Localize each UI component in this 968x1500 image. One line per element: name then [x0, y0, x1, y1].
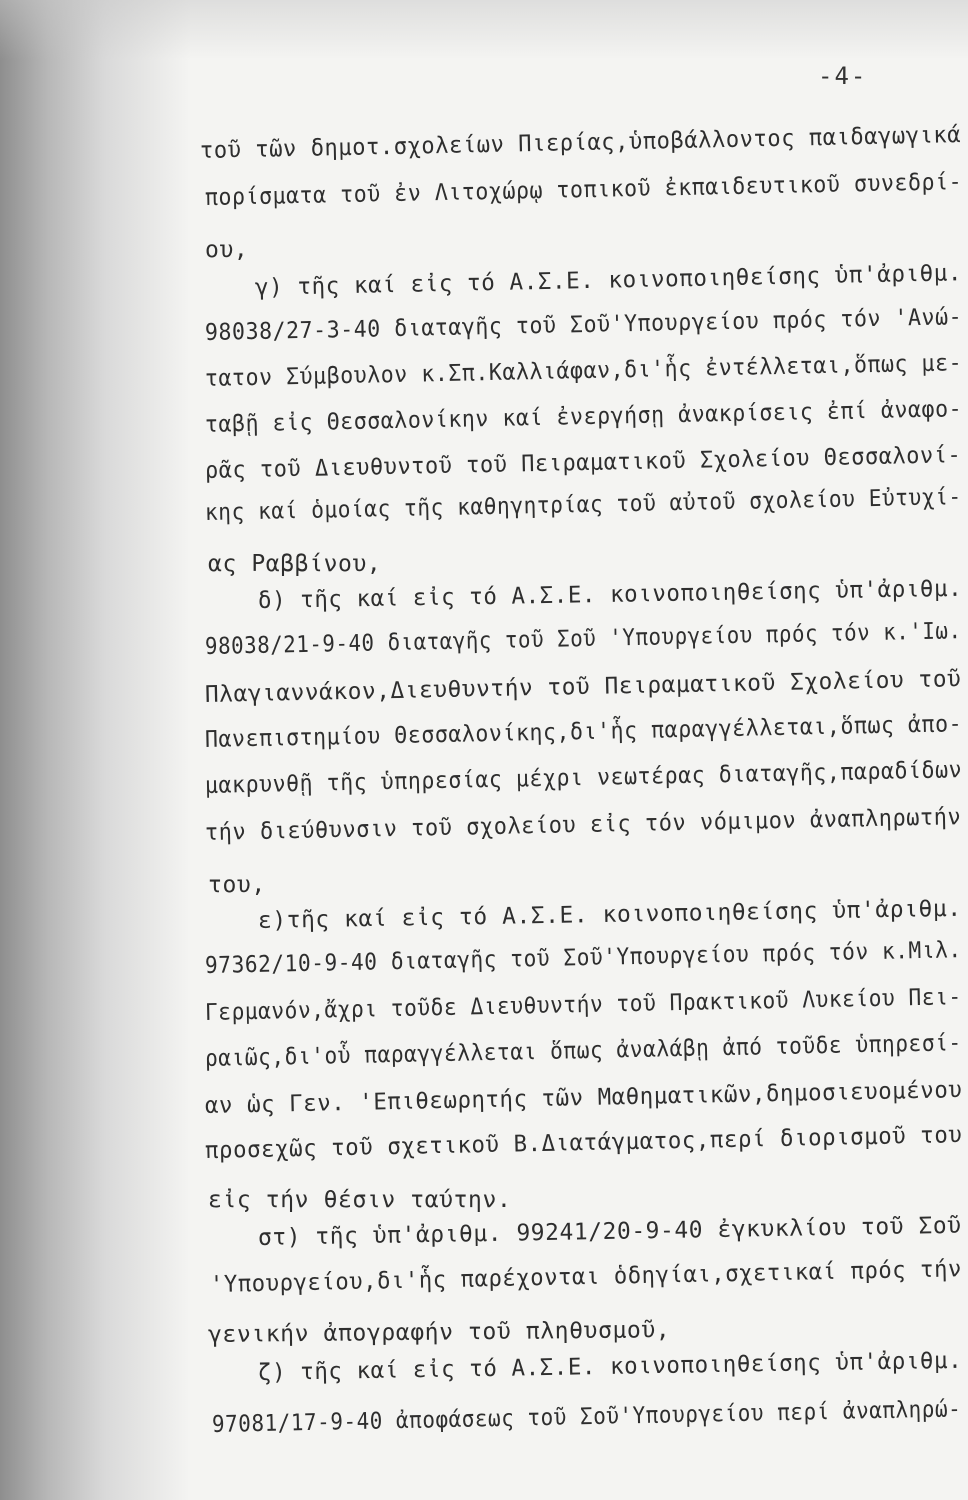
text-line: αν ὡς Γεν. 'Επιθεωρητής τῶν Μαθηματικῶν,δημοσιευομένου: [204, 1077, 963, 1119]
text-line: τοῦ τῶν δημοτ.σχολείων Πιερίας,ὑποβάλλοντος παιδαγωγικά: [199, 122, 962, 164]
text-line: ου,: [205, 237, 249, 263]
text-line: ε)τῆς καί εἰς τό Α.Σ.Ε. κοινοποιηθείσης ὑπ'ἀριθμ.: [257, 895, 962, 934]
text-line: τήν διεύθυνσιν τοῦ σχολείου εἰς τόν νόμιμον ἀναπληρωτήν: [204, 804, 962, 846]
text-line: 97362/10-9-40 διαταγῆς τοῦ Σοῦ'Υπουργείου πρός τόν κ.Μιλ.: [204, 937, 962, 979]
text-line: ας Ραββίνου,: [208, 551, 382, 577]
text-line: ζ) τῆς καί εἰς τό Α.Σ.Ε. κοινοποιηθείσης ὑπ'ἀριθμ.: [257, 1347, 963, 1386]
text-line: 97081/17-9-40 ἀποφάσεως τοῦ Σοῦ'Υπουργείου περί ἀναπληρώ-: [211, 1396, 962, 1438]
text-line: Πλαγιαννάκον,Διευθυντήν τοῦ Πειραματικοῦ Σχολείου τοῦ: [204, 666, 962, 708]
text-line: τατον Σύμβουλον κ.Σπ.Καλλιάφαν,δι'ἧς ἐντέλλεται,ὅπως με-: [204, 350, 963, 392]
text-line: δ) τῆς καί εἰς τό Α.Σ.Ε. κοινοποιηθείσης ὑπ'ἀριθμ.: [257, 575, 963, 614]
text-line: προσεχῶς τοῦ σχετικοῦ Β.Διατάγματος,περί διορισμοῦ του: [204, 1122, 963, 1164]
text-line: στ) τῆς ὑπ'ἀριθμ. 99241/20-9-40 ἐγκυκλίου τοῦ Σοῦ: [257, 1212, 962, 1251]
page-number: -4-: [818, 62, 868, 90]
text-line: Γερμανόν,ἄχρι τοῦδε Διευθυντήν τοῦ Πρακτικοῦ Λυκείου Πει-: [204, 984, 962, 1026]
text-line: ρᾶς τοῦ Διευθυντοῦ τοῦ Πειραματικοῦ Σχολείου Θεσσαλονί-: [204, 442, 962, 484]
text-line: εἰς τήν θέσιν ταύτην.: [208, 1187, 512, 1213]
text-line: του,: [208, 872, 266, 898]
text-line: ραιῶς,δι'οὗ παραγγέλλεται ὅπως ἀναλάβῃ ἀπό τοῦδε ὑπηρεσί-: [204, 1030, 962, 1072]
text-line: γ) τῆς καί εἰς τό Α.Σ.Ε. κοινοποιηθείσης ὑπ'ἀριθμ.: [254, 260, 963, 301]
text-line: πορίσματα τοῦ ἐν Λιτοχώρῳ τοπικοῦ ἐκπαιδευτικοῦ συνεδρί-: [204, 169, 963, 211]
text-line: Πανεπιστημίου Θεσσαλονίκης,δι'ἧς παραγγέλλεται,ὅπως ἀπο-: [204, 711, 963, 753]
text-line: 98038/27-3-40 διαταγῆς τοῦ Σοῦ'Υπουργείου πρός τόν 'Ανώ-: [204, 304, 963, 346]
text-line: κης καί ὁμοίας τῆς καθηγητρίας τοῦ αὐτοῦ σχολείου Εὐτυχί-: [204, 484, 962, 526]
text-line: ταβῇ εἰς Θεσσαλονίκην καί ἐνεργήσῃ ἀνακρίσεις ἐπί ἀναφο-: [204, 396, 963, 438]
text-line: 98038/21-9-40 διαταγῆς τοῦ Σοῦ 'Υπουργείου πρός τόν κ.'Ιω.: [204, 618, 962, 660]
text-line: μακρυνθῇ τῆς ὑπηρεσίας μέχρι νεωτέρας διαταγῆς,παραδίδων: [204, 757, 963, 799]
text-line: 'Υπουργείου,δι'ἧς παρέχονται ὁδηγίαι,σχετικαί πρός τήν: [209, 1256, 963, 1298]
page-top-shadow: [0, 0, 968, 60]
text-line: γενικήν ἀπογραφήν τοῦ πληθυσμοῦ,: [207, 1317, 671, 1348]
page-shadow: [0, 0, 190, 1500]
